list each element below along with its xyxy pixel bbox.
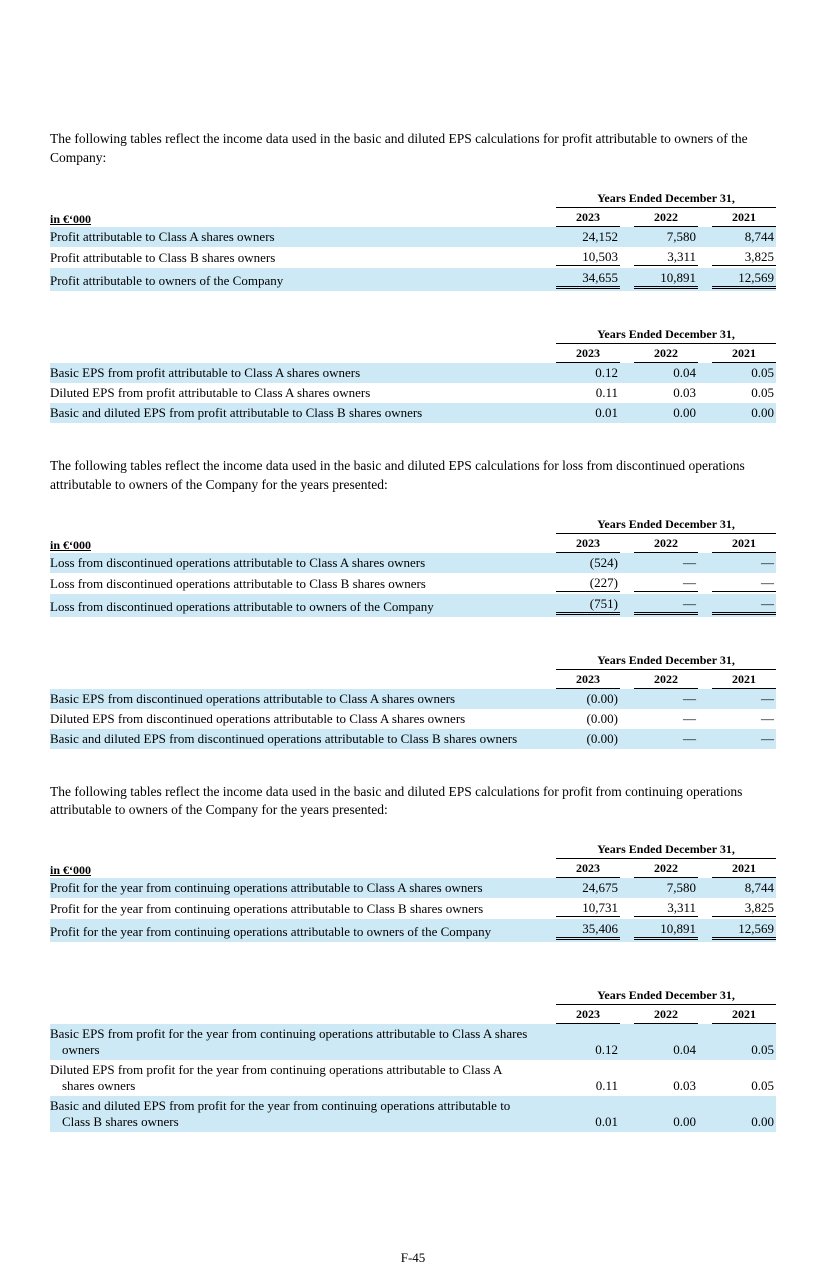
row-label: Profit for the year from continuing operations attributable to Class A shares owners [50, 879, 483, 895]
value-cell: — [761, 554, 774, 570]
year-label-2021: 2021 [712, 861, 776, 878]
unit-label: in €‘000 [50, 537, 92, 552]
table-row [50, 553, 776, 573]
year-label-2023: 2023 [556, 1007, 620, 1024]
value-cell: 0.04 [673, 365, 696, 381]
year-label-2021: 2021 [712, 536, 776, 553]
years-ended-header: Years Ended December 31, [556, 327, 776, 344]
value-cell: — [682, 730, 696, 746]
value-cell: — [682, 710, 696, 726]
table-row [50, 1024, 776, 1060]
year-label-2022: 2022 [634, 536, 698, 553]
table-row [50, 709, 776, 729]
value-cell: 12,569 [712, 270, 776, 289]
value-cell: 3,311 [634, 249, 698, 266]
row-label: Diluted EPS from profit for the year from continuing operations attributable to Class A shares owners [50, 1061, 502, 1093]
spacer-cell [50, 517, 542, 534]
value-cell: 10,891 [634, 270, 698, 289]
year-label-2023: 2023 [556, 536, 620, 553]
value-cell: 3,825 [712, 249, 776, 266]
row-label: Basic EPS from profit attributable to Class A shares owners [50, 365, 361, 381]
value-cell: 0.05 [751, 1077, 774, 1093]
value-cell: 10,891 [634, 921, 698, 940]
value-cell: 0.03 [673, 1077, 696, 1093]
value-cell: — [634, 575, 698, 592]
table-row [50, 1060, 776, 1096]
table-row [50, 573, 776, 594]
row-label: Loss from discontinued operations attributable to Class A shares owners [50, 554, 426, 570]
discontinued-loss-table [50, 517, 776, 617]
row-label: Profit for the year from continuing operations attributable to Class B shares owners [50, 900, 484, 916]
row-label: Profit for the year from continuing operations attributable to owners of the Company [50, 923, 492, 939]
page-number: F-45 [400, 1249, 426, 1265]
value-cell: 10,503 [556, 249, 620, 266]
value-cell: 35,406 [556, 921, 620, 940]
value-cell: 0.00 [751, 405, 774, 421]
year-label-2021: 2021 [712, 210, 776, 227]
table-row [50, 403, 776, 423]
intro-paragraph-profit: The following tables reflect the income data used in the basic and diluted EPS calculations for profit attributable to owners of the Company: [50, 131, 748, 165]
table-row-total [50, 919, 776, 942]
row-label: Loss from discontinued operations attributable to owners of the Company [50, 598, 434, 614]
spacer-cell [50, 1005, 542, 1024]
value-cell: 0.00 [751, 1113, 774, 1129]
table-row [50, 878, 776, 898]
years-ended-header: Years Ended December 31, [556, 191, 776, 208]
value-cell: 3,825 [712, 900, 776, 917]
intro-paragraph-discontinued: The following tables reflect the income data used in the basic and diluted EPS calculations for loss from discontinued operations attributable to owners of the Company for the years presented: [50, 458, 745, 492]
value-cell: 10,731 [556, 900, 620, 917]
row-label: Basic and diluted EPS from profit for the year from continuing operations attributable to Class B shares owners [50, 1097, 511, 1129]
profit-eps-table [50, 327, 776, 423]
value-cell: — [712, 596, 776, 615]
spacer-cell [50, 670, 542, 689]
table-row [50, 729, 776, 749]
year-label-2021: 2021 [712, 1007, 776, 1024]
spacer-cell [50, 327, 542, 344]
row-label: Basic EPS from profit for the year from continuing operations attributable to Class A shares owners [50, 1025, 528, 1057]
row-label: Profit attributable to owners of the Company [50, 273, 284, 289]
years-ended-header: Years Ended December 31, [556, 842, 776, 859]
row-label: Diluted EPS from discontinued operations attributable to Class A shares owners [50, 710, 466, 726]
year-label-2022: 2022 [634, 672, 698, 689]
row-label: Basic and diluted EPS from discontinued operations attributable to Class B shares owners [50, 730, 518, 746]
value-cell: — [712, 575, 776, 592]
discontinued-eps-table [50, 653, 776, 749]
year-label-2021: 2021 [712, 672, 776, 689]
value-cell: — [682, 690, 696, 706]
row-label: Loss from discontinued operations attributable to Class B shares owners [50, 575, 426, 591]
spacer-cell [50, 653, 542, 670]
row-label: Basic EPS from discontinued operations attributable to Class A shares owners [50, 690, 456, 706]
year-label-2022: 2022 [634, 861, 698, 878]
year-label-2022: 2022 [634, 346, 698, 363]
value-cell: — [761, 710, 774, 726]
spacer-cell [50, 344, 542, 363]
continuing-eps-table [50, 988, 776, 1132]
year-label-2023: 2023 [556, 346, 620, 363]
value-cell: 0.01 [595, 1113, 618, 1129]
value-cell: 8,744 [744, 879, 774, 895]
table-row-total [50, 268, 776, 291]
value-cell: 0.04 [673, 1041, 696, 1057]
continuing-profit-table [50, 842, 776, 942]
value-cell: 0.11 [595, 1077, 618, 1093]
value-cell: 7,580 [666, 229, 696, 245]
value-cell: 12,569 [712, 921, 776, 940]
year-label-2022: 2022 [634, 210, 698, 227]
value-cell: 24,152 [582, 229, 618, 245]
row-label: Basic and diluted EPS from profit attributable to Class B shares owners [50, 405, 423, 421]
row-label: Profit attributable to Class A shares owners [50, 229, 275, 245]
years-ended-header: Years Ended December 31, [556, 988, 776, 1005]
value-cell: 0.11 [595, 385, 618, 401]
value-cell: 0.01 [595, 405, 618, 421]
value-cell: 0.12 [595, 1041, 618, 1057]
value-cell: 0.05 [751, 1041, 774, 1057]
value-cell: 0.00 [673, 1113, 696, 1129]
value-cell: 34,655 [556, 270, 620, 289]
years-ended-header: Years Ended December 31, [556, 653, 776, 670]
value-cell: (0.00) [586, 710, 618, 726]
value-cell: (227) [556, 575, 620, 592]
years-ended-header: Years Ended December 31, [556, 517, 776, 534]
value-cell: — [761, 730, 774, 746]
value-cell: (524) [589, 554, 618, 570]
table-row [50, 383, 776, 403]
value-cell: — [634, 596, 698, 615]
row-label: Diluted EPS from profit attributable to Class A shares owners [50, 385, 371, 401]
table-row [50, 689, 776, 709]
year-label-2023: 2023 [556, 210, 620, 227]
table-row-total [50, 594, 776, 617]
table-row [50, 247, 776, 268]
value-cell: 0.00 [673, 405, 696, 421]
value-cell: (0.00) [586, 690, 618, 706]
spacer-cell [50, 191, 542, 208]
value-cell: 3,311 [634, 900, 698, 917]
value-cell: (751) [556, 596, 620, 615]
row-label: Profit attributable to Class B shares owners [50, 250, 276, 266]
table-row [50, 227, 776, 247]
value-cell: 0.05 [751, 365, 774, 381]
table-row [50, 898, 776, 919]
unit-label: in €‘000 [50, 212, 92, 227]
value-cell: 0.03 [673, 385, 696, 401]
value-cell: — [682, 554, 696, 570]
value-cell: 0.12 [595, 365, 618, 381]
year-label-2022: 2022 [634, 1007, 698, 1024]
unit-label: in €‘000 [50, 862, 92, 877]
table-row [50, 1096, 776, 1132]
intro-paragraph-continuing: The following tables reflect the income data used in the basic and diluted EPS calculations for profit from continuing operations attributable to owners of the Company for the years presented: [50, 783, 743, 818]
value-cell: 8,744 [744, 229, 774, 245]
year-label-2023: 2023 [556, 672, 620, 689]
value-cell: 7,580 [666, 879, 696, 895]
value-cell: 24,675 [582, 879, 618, 895]
year-label-2021: 2021 [712, 346, 776, 363]
year-label-2023: 2023 [556, 861, 620, 878]
value-cell: 0.05 [751, 385, 774, 401]
profit-income-table [50, 191, 776, 291]
value-cell: (0.00) [586, 730, 618, 746]
value-cell: — [761, 690, 774, 706]
spacer-cell [50, 842, 542, 859]
table-row [50, 363, 776, 383]
spacer-cell [50, 988, 542, 1005]
